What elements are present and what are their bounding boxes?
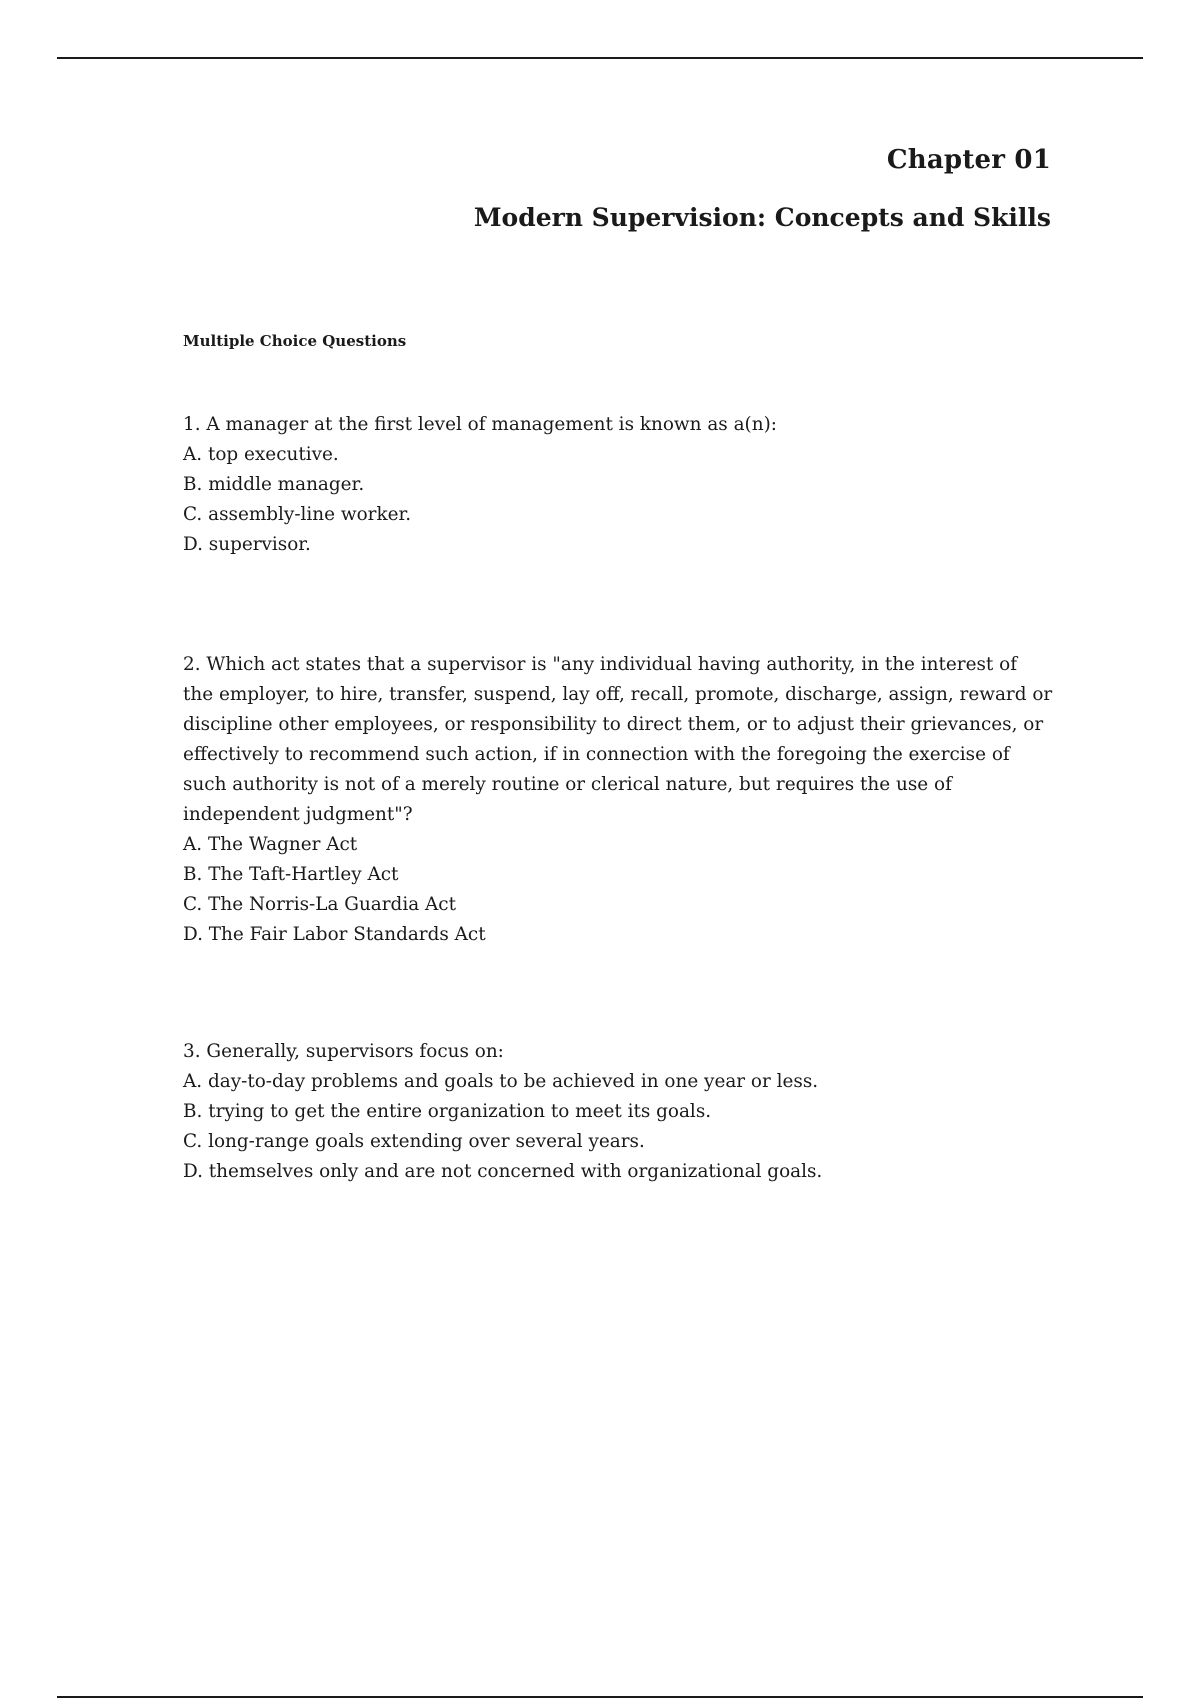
chapter-title: Modern Supervision: Concepts and Skills bbox=[473, 203, 1051, 232]
question-stem-line: effectively to recommend such action, if in connection with the foregoing the exercise of bbox=[183, 744, 1010, 765]
answer-option-a: A. day-to-day problems and goals to be achieved in one year or less. bbox=[183, 1071, 819, 1092]
answer-option-b: B. The Taft-Hartley Act bbox=[183, 864, 399, 885]
chapter-number: Chapter 01 bbox=[886, 145, 1051, 175]
question-stem: 3. Generally, supervisors focus on: bbox=[183, 1041, 504, 1062]
answer-option-b: B. middle manager. bbox=[183, 474, 365, 495]
answer-option-d: D. supervisor. bbox=[183, 534, 311, 555]
section-heading: Multiple Choice Questions bbox=[183, 332, 407, 350]
answer-option-a: A. top executive. bbox=[183, 444, 339, 465]
question-stem-line: independent judgment"? bbox=[183, 804, 413, 825]
question-stem-line: discipline other employees, or responsibility to direct them, or to adjust their grievances, or bbox=[183, 714, 1044, 735]
question-1 bbox=[183, 410, 1063, 560]
answer-option-a: A. The Wagner Act bbox=[183, 834, 358, 855]
question-stem: 1. A manager at the first level of management is known as a(n): bbox=[183, 414, 777, 435]
question-3 bbox=[183, 1037, 1063, 1187]
question-stem-line: 2. Which act states that a supervisor is "any individual having authority, in the interest of bbox=[183, 654, 1018, 675]
question-stem-line: such authority is not of a merely routine or clerical nature, but requires the use of bbox=[183, 774, 952, 795]
bottom-rule bbox=[57, 1696, 1143, 1698]
top-rule bbox=[57, 57, 1143, 59]
question-stem-line: the employer, to hire, transfer, suspend, lay off, recall, promote, discharge, assign, reward or bbox=[183, 684, 1053, 705]
answer-option-c: C. long-range goals extending over several years. bbox=[183, 1131, 645, 1152]
answer-option-b: B. trying to get the entire organization to meet its goals. bbox=[183, 1101, 712, 1122]
answer-option-c: C. The Norris-La Guardia Act bbox=[183, 894, 456, 915]
answer-option-d: D. themselves only and are not concerned with organizational goals. bbox=[183, 1161, 823, 1182]
question-2 bbox=[183, 650, 1063, 950]
answer-option-c: C. assembly-line worker. bbox=[183, 504, 412, 525]
answer-option-d: D. The Fair Labor Standards Act bbox=[183, 924, 486, 945]
